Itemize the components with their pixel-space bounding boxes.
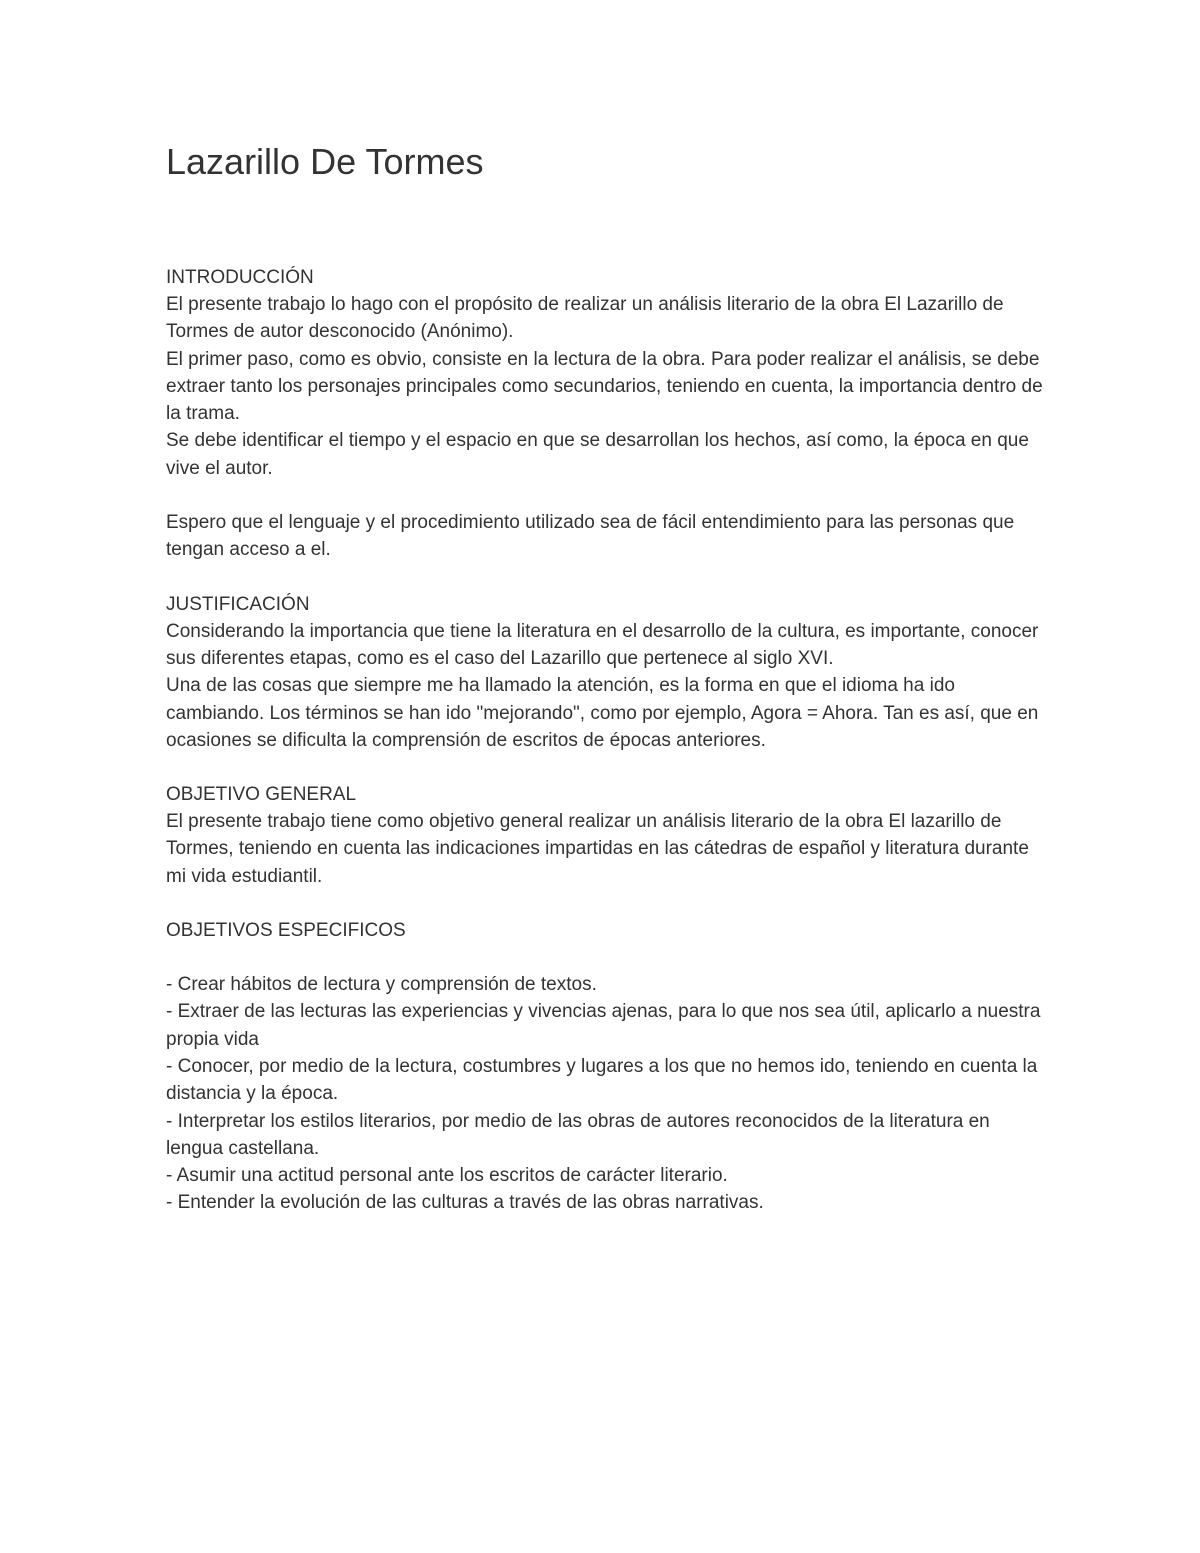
intro-closing-paragraph: Espero que el lenguaje y el procedimiento utilizado sea de fácil entendimiento para las personas que tengan acceso a el. [166,512,1015,561]
section-introduccion [166,264,1046,564]
section-heading-introduccion: INTRODUCCIÓN [166,267,314,288]
list-item: - Entender la evolución de las culturas a través de las obras narrativas. [166,1192,764,1214]
section-heading-justificacion: JUSTIFICACIÓN [166,593,310,615]
objetivo-general-paragraph: El presente trabajo tiene como objetivo general realizar un análisis literario de la obra El lazarillo de Tormes, teniendo en cuenta las indicaciones impartidas en las cátedras de español y literatura durante mi vida estudiantil. [166,811,1029,887]
section-heading-objetivo-general: OBJETIVO GENERAL [166,784,357,806]
list-item: - Interpretar los estilos literarios, por medio de las obras de autores reconocidos de la literatura en lengua castellana. [166,1110,990,1159]
document-page [166,138,1046,1244]
paragraph-spacer [166,482,1046,509]
list-item: - Extraer de las lecturas las experiencias y vivencias ajenas, para lo que nos sea útil, aplicarlo a nuestra propia vida [166,1001,1041,1050]
section-heading-objetivos-especificos: OBJETIVOS ESPECIFICOS [166,920,406,942]
intro-paragraph-1: El presente trabajo lo hago con el propósito de realizar un análisis literario de la obra El Lazarillo de Tormes de autor desconocido (Anónimo). [166,294,1004,343]
list-item: - Crear hábitos de lectura y comprensión de textos. [166,974,597,996]
objectives-list [166,971,1046,1217]
list-item: - Asumir una actitud personal ante los escritos de carácter literario. [166,1165,728,1187]
section-objetivo-general [166,781,1046,890]
list-item: - Conocer, por medio de la lectura, costumbres y lugares a los que no hemos ido, teniendo en cuenta la distancia y la época. [166,1055,1038,1105]
intro-paragraph-2: El primer paso, como es obvio, consiste en la lectura de la obra. Para poder realizar el análisis, se debe extraer tanto los personajes principales como secundarios, teniendo en cuenta, la importancia dentro de la trama. [166,348,1043,425]
document-title: Lazarillo De Tormes [166,141,484,182]
justificacion-paragraph-2: Una de las cosas que siempre me ha llamado la atención, es la forma en que el idioma ha ido cambiando. Los términos se han ido "mejorando", como por ejemplo, Agora = Ahora. Tan es así, que en ocasiones se dificulta la comprensión de escritos de épocas anteriores. [166,675,1039,751]
intro-paragraph-3: Se debe identificar el tiempo y el espacio en que se desarrollan los hechos, así como, la época en que vive el autor. [166,430,1029,479]
paragraph-spacer [166,944,1046,971]
justificacion-paragraph-1: Considerando la importancia que tiene la literatura en el desarrollo de la cultura, es importante, conocer sus diferentes etapas, como es el caso del Lazarillo que pertenece al siglo XVI. [166,620,1039,669]
section-objetivos-especificos [166,917,1046,1217]
section-justificacion [166,591,1046,754]
